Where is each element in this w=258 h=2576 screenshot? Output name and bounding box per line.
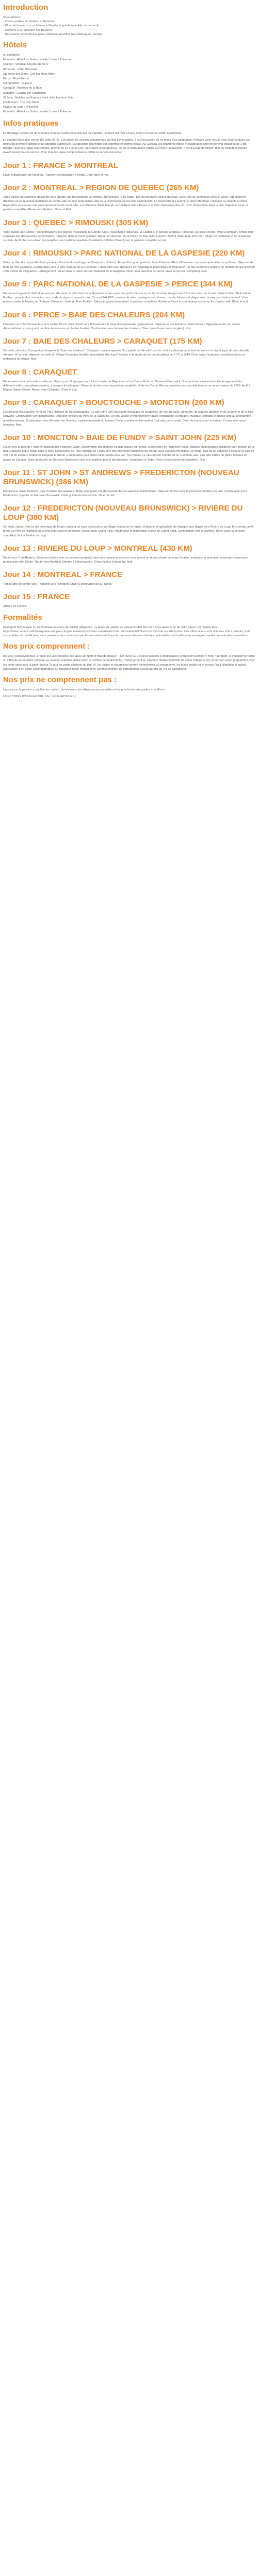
prix-ne-comprend-section (3, 675, 255, 699)
day-description: Visite du Site Historique Maritime qui relate l'histoire du naufrage de l'Empress of Ireland. Temps libre pour gravir le phare Pointe-au-Père (33m) avec une vue imprenable sur le fleuve. Déjeuner de fruits de mer à Matane. Continuation vers le parc national de la Gaspésie. Temps libre pour découvrir de magnifiques panoramas et emprunter l'un des nombreux sentiers de randonnée qui arborent votre centre de villégiature. Hébergement nature dans le cœur du Parc National de la Gaspésie. Dîner pour savourer du terroir (avec la pension complète). Nuit. (3, 261, 255, 273)
day-block (3, 368, 255, 393)
day-block (3, 468, 255, 498)
hotel-line: Ste Anne des Mont : Gîte Du Mont Albert (3, 72, 56, 76)
day-title: Jour 5 : PARC NATIONAL DE LA GASPESIE > PERCE (344 KM) (3, 279, 233, 289)
day-block (3, 433, 255, 462)
introduction-line: - Visites guidées de Québec et Montréal (3, 20, 55, 24)
day-description: Départ en longeant le Saint-Laurent pour découvrir la côte front de la Gaspésie et ses superbes points de vue sur le fleuve et les rivages vers l'à la rencontre de la mer. Visite du Parc National de Forillon : paradis des ours noirs, tons, cerfs de vigne et renards roux. Ce sont 244 KM² couverts de sites montagneuses, dunes, marais, falaises et plages avec la mer pour tabou de fond. Vous pourrez visiter le Musée de l'Abbaye. Déjeuner. Visite du Parc Forillon. Déjeuner pique-nique (avec la pension complète). Arrivée à Percé et son fameux rocher en fin d'après-midi. Dîner et nuit. (3, 292, 251, 304)
introduction-section (3, 3, 255, 37)
day-description: Croisière vers l'île Bonaventure et le rocher Percé. Puis départ vers Bonaventure le long de la péninsule gaspésienne. Déjeuner à Bonaventure. Visite du Parc Miguasha et de son centre d'interprétation et son grand nombre de poissons et plantes fossiles. Continuation vers la baie des chaleurs. Dîner (avec la pension complète). Nuit. (3, 323, 240, 330)
day-title: Jour 9 : CARAQUET > BOUCTOUCHE > MONCTON (260 KM) (3, 398, 224, 408)
prix-comprend-section (3, 642, 255, 671)
formalites-text: Passeport biométrique ou électronique en cours de validité obligatoire. La durée de validité du passeport doit être de 6 mois après la fin de votre séjour. Formulaire AVE : https://www.canada.ca/fr/immigration-refugies-citoyennete/services/visiter-canada/ave.html. Formulaire ESTA en cas d'escale aux Etats-Unis. Ces informations sont données à titre indicatif, sont susceptibles de modification sans préavis et ne concernent que les ressortissants français. Les ressortissants d'autres nationalités sont invités à se renseigner auprès des autorités consulaires. (3, 625, 250, 637)
day-block (3, 249, 255, 274)
itinerary (3, 161, 255, 609)
hotels-list (3, 53, 255, 115)
day-description: Départ pour Bouctouche. Arrêt au Parc National de Kouchibouguac. Ce parc offre une fascinante mosaïque de tourbières, de marais salés, de forêts, de lagunes abritées et de la dune et de la flore sauvage. Continuation vers Bouctouche. Déjeuner et visite du Pays de la Sagouine. Un vrai village environnement naturel enchanteur, ou théâtre, musique, comédie et danse sont au programme quotidiennement. Continuation vers Moncton via Shediac, capitale mondiale du homard. Belle croisière en Homard et Cadi auto vers comté. Dîner de homard sur le bateau. Continuation pour Moncton. Nuit. (3, 411, 254, 427)
day-block (3, 504, 255, 538)
day-block (3, 311, 255, 331)
prix-ne-comprend-heading: Nos prix ne comprennent pas : (3, 675, 117, 685)
day-title: Jour 12 : FREDERICTON (NOUVEAU BRUNSWICK) > RIVIERE DU LOUP (380 KM) (3, 504, 243, 522)
day-description: Visite guidée de Québec : les fortifications, les plaines d'Abraham, la Grande Allée, l'Assemblée Nationale, la Citadelle, le fameux Château Frontenac, la Place Royale, Petit Champlain. Temps libre consacré aux découvertes personnelles. Déjeuner dans le Vieux Québec. Départ en direction de la région du Bas Saint-Laurent. Arrêt à Saint-Jean-Port-Joli : village de l'artisanat et de sculptures sur bois. Arrêt chez un artisan qui perpétue une tradition populaire. Installation à l'hôtel. Dîner (avec la pension complète) et nuit. (3, 230, 254, 243)
hotel-line: Rimouski : Hôtel Rimouski (3, 67, 37, 71)
formalites-heading: Formalités (3, 613, 42, 622)
hotel-line: Fredericton : The City Motel (3, 101, 39, 105)
day-title: Jour 8 : CARAQUET (3, 367, 77, 377)
day-title: Jour 2 : MONTREAL > REGION DE QUEBEC (265 KM) (3, 183, 199, 192)
day-block (3, 337, 255, 362)
day-title: Jour 7 : BAIE DES CHALEURS > CARAQUET (175 KM) (3, 336, 202, 346)
day-title: Jour 14 : MONTREAL > FRANCE (3, 570, 122, 580)
day-title: Jour 10 : MONCTON > BAIE DE FUNDY > SAINT JOHN (225 KM) (3, 433, 237, 442)
hotel-line: Caraquet : Auberge de la Baie (3, 87, 42, 90)
infos-heading: Infos pratiques (3, 118, 59, 128)
cancellation-conditions: CONDITIONS D'ANNULATION : CF. ( VOIR ARTICLE 4 ) (3, 695, 76, 699)
day-description: Arrivée en France. (3, 605, 27, 608)
introduction-line: - Croisière à la rencontre des Baleines (3, 28, 53, 32)
day-description: Départ pour Saint-Andrews. Puis croisière aux baleines (3h30) pour partir à la découverte de ces superbes mammifères. Déjeuner (inclus avec la pension complète) en ville. Continuation pour Fredericton, capitale du Nouveau Brunswick. Visite guidée de Fredericton. Dîner et nuit. (3, 489, 247, 497)
day-description: Ce matin, départ vers la cité historique de King's Landing où vous découvrirez un village typique de la région. Déjeuner et spécialités de l'époque puis départ vers Rivière du Loup. En chemin, arrêt photo au Pont de Hartland, plus long pont couvert au monde. Départ pour Grand Falls, réputé pour le magnifique Gorge de Grand Sault. Continuation vers le Québec. Dîner (avec la pension complète). Nuit à Rivière du Loup. (3, 526, 253, 537)
prix-ne-comprend-text: l'assurance, la pension complète (en option), les boissons, les dépenses personnelles et les pourboires aux guides, chauffeurs. (3, 688, 166, 692)
day-description: Temps libre en centre-ville. Transfert vers l'aéroport. Envol à destination de la France. (3, 583, 112, 586)
hotel-line: Moncton : Coastal Inn Champlain (3, 91, 46, 95)
day-description: Ce matin, direction Caraquet, en longeant la "baie des chaleurs". Caraquet, souvent appelée "la capitale de l'Acadie", est un centre culturel pour le fruit de mer et un vivant foyer de vie culturelle vibrante. À l'arrivée, déjeuner et visite du Village Historique Acadien reconstitué décrivant l'histoire et le mode de vie des Acadiens de 1770 à 1949. Dîner (avec la pension complète) dans un restaurant du village. Nuit. (3, 349, 249, 361)
day-description: Visite guidée de Montréal, deuxième plus grande ville francophone au monde, prénommée "Ville-Marie" par les pionniers colons français. Cette ville de contrastes avec le Vieux Port empreint d'histoire et les quartiers modernes du centre-ville est une surprenante ville où la technologie et une ville cosmopolite. Le boulevard St-Laurent, le Vieux Montréal, l'Oratoire St-Joseph, le Mont Royal d'où vous aurez une vue impressionnante sur la ville, sur l'Oratoire Saint-Joseph, la Basilique Notre-Dame et le Parc Olympique des JO 1976. Temps libre dans la ville. Déjeuner (avec la pension complète). Route vers Québec. Dîner et Nuit. (3, 195, 248, 212)
day-block (3, 161, 255, 177)
formalites-section (3, 613, 255, 638)
day-block (3, 398, 255, 427)
hotel-line: ou similaires) (3, 54, 20, 57)
day-description: Découverte de la péninsule acadienne. Départ pour Shippagan pour faire la visite de l'Aquarium et du Centre Marin du Nouveau Brunswick. Vous pourrez ainsi admirer l'aménagement des différents milieux aquatiques marins, y compris les phoques. Déjeuner (inclus avec la pension complète). Visite de l'île de Miscou, reposée pour ses fabuleux et son phare datant de 1856. Arrêt à l'Église Sainte-Cécile. Retour vers Caraquet. Dîner et nuit. (3, 380, 251, 392)
introduction-list (3, 15, 255, 37)
day-title: Jour 3 : QUEBEC > RIMOUSKI (305 KM) (3, 218, 149, 227)
hotel-line: Montréal : Hôtel Les Suites Labelle / Lotus / Roberval (3, 110, 72, 114)
day-description: Envol à destination de Montréal. Transfert et installation à l'hôtel. Dîner libre et nuit. (3, 173, 109, 177)
introduction-heading: Introduction (3, 3, 49, 12)
prix-comprend-heading: Nos prix comprennent : (3, 642, 90, 651)
day-block (3, 570, 255, 586)
day-description: Route vers Trois-Rivières. Déjeuner (inclus avec la pension complète) dans une cabane à sucre où vous attend un repas à base de sirop d'érable, ambiance et animation musicale typiquement québécoise (été. Dîner). Route vers Montréal. Montée à l'observatoire. Dîner d'adieu à Montréal. Nuit. (3, 556, 248, 564)
day-title: Jour 15 : FRANCE (3, 592, 70, 602)
hotel-line: Montréal : Hôtel Les Suites Labelle / Lotus / Roberval (3, 58, 72, 62)
day-title: Jour 13 : RIVIERE DU LOUP > MONTREAL (430 KM) (3, 544, 192, 553)
introduction-line: - Découverte de nombreux parcs nationaux (Forillon, Kouchibouguac, Fundy) (3, 32, 102, 36)
prix-comprend-text: les vols France/Montréal / France sur vols réguliers, les taxes aéroport et frais de dossier - 400 euros au 01/03/18 (soumis à modification), le transfert aéroport / hôtel / aéroport, le transport terrestre en véhicule de tourisme (minibus ou autocar Grand tourisme selon le nombre de participants), l'hébergement en chambre double en hôtels de 3ème catégorie (nl), la pension selon programme avec les petits déjeuners (à partir du jour 2) sauf les petits déjeuner du jour 14, les visites et excursions comme mentionnées au programme, les taxes locales et le service (sauf chauffeur et guide), l'assistance d'un guide accompagnateur ou chauffeur-guide francophone (selon le nombre de participants). Circuit garanti de 2 à 35 participants. (3, 655, 255, 671)
introduction-line: Vous aimerez : (3, 16, 22, 19)
hotel-line: St John : Holiday Inn Express Saint John Harbour Side (3, 96, 73, 99)
day-title: Jour 11 : ST JOHN > ST ANDREWS > FREDERICTON (NOUVEAU BRUNSWICK) (386 KM) (3, 468, 239, 486)
hotel-line: Québec : Chateau Royale/ Henri IV (3, 63, 49, 66)
day-block (3, 544, 255, 564)
hotel-line: Percé : Riotel Percé (3, 77, 29, 81)
infos-paragraph: Le courant électrique est en 110 volts 60 HZ. Les prises de courant canadiennes ont des fiches plates, il est nécessaire de se munir d'un adaptateur. Pendant votre circuit, vous logerez dans des hôtels de première catégorie ou catégorie supérieure. La catégorie des hôtels est exprimée en norme locale. Au Canada, les chambres triples et quadruples sont en général équipées de 2 lits. Budget : pour les repas non compris, prévoir de 15 à 35 $ CAD (plus taxes et pourboires), les de la restauration rapide aux bons restaurants. Il est d'usage de laisser 15% du total de la facture (avant taxes) pour le service. Pour tous les repas compris dans le forfait, le service est inclus. (3, 138, 250, 155)
day-title: Jour 4 : RIMOUSKI > PARC NATIONAL DE LA GASPESIE (220 KM) (3, 249, 245, 258)
introduction-line: - Dîner de homard sur un bateau à Shediac (capitale mondiale du homard) (3, 24, 99, 28)
hotel-line: Campbellton : Super 8 (3, 82, 32, 86)
hotel-line: Rivière du Loup : Universel (3, 106, 38, 109)
day-block (3, 218, 255, 243)
day-block (3, 280, 255, 304)
day-block (3, 183, 255, 212)
hotels-section (3, 41, 255, 115)
day-block (3, 592, 255, 608)
infos-paragraph: Le décalage horaire est de 6 heures entre la France et la côte Est du Canada. Lorsqu'il est midi à Paris, il est 6 heures du matin à Montréal. (3, 131, 182, 135)
infos-section (3, 119, 255, 155)
hotels-heading: Hôtels (3, 41, 27, 50)
day-title: Jour 1 : FRANCE > MONTREAL (3, 161, 118, 170)
day-title: Jour 6 : PERCE > BAIE DES CHALEURS (204 KM) (3, 310, 185, 319)
trip-description-page (0, 0, 258, 711)
day-description: Route vers la Baie de Fundy en passant par Hopewell Cape. Observation des marées les plus hautes du monde. Découverte de Hopewell Rocks, falaises gigantesques sculptées par l'érosion de la mer. Déjeuner pique-nique dans le parc. Découverte du Parc National de Fundy, une des merveilles naturelles du monde avec ses lacs miroitants, sa chute, plus de 65 espèces d'oiseaux et plus de 150 KM de sentiers pédestres longeant le littoral. Continuation pour Saint-John, rapide pour voir Tour Macro. Le plus ancien marché de la "Common Law" plus vieil édifice du genre toujours en usage au Canada. Visite du musée du Nouveau Brunswick avec une sublime galerie des baleines. Installation à l'hôtel. Dîner (avec la pension complète). Nuit. (3, 445, 254, 462)
